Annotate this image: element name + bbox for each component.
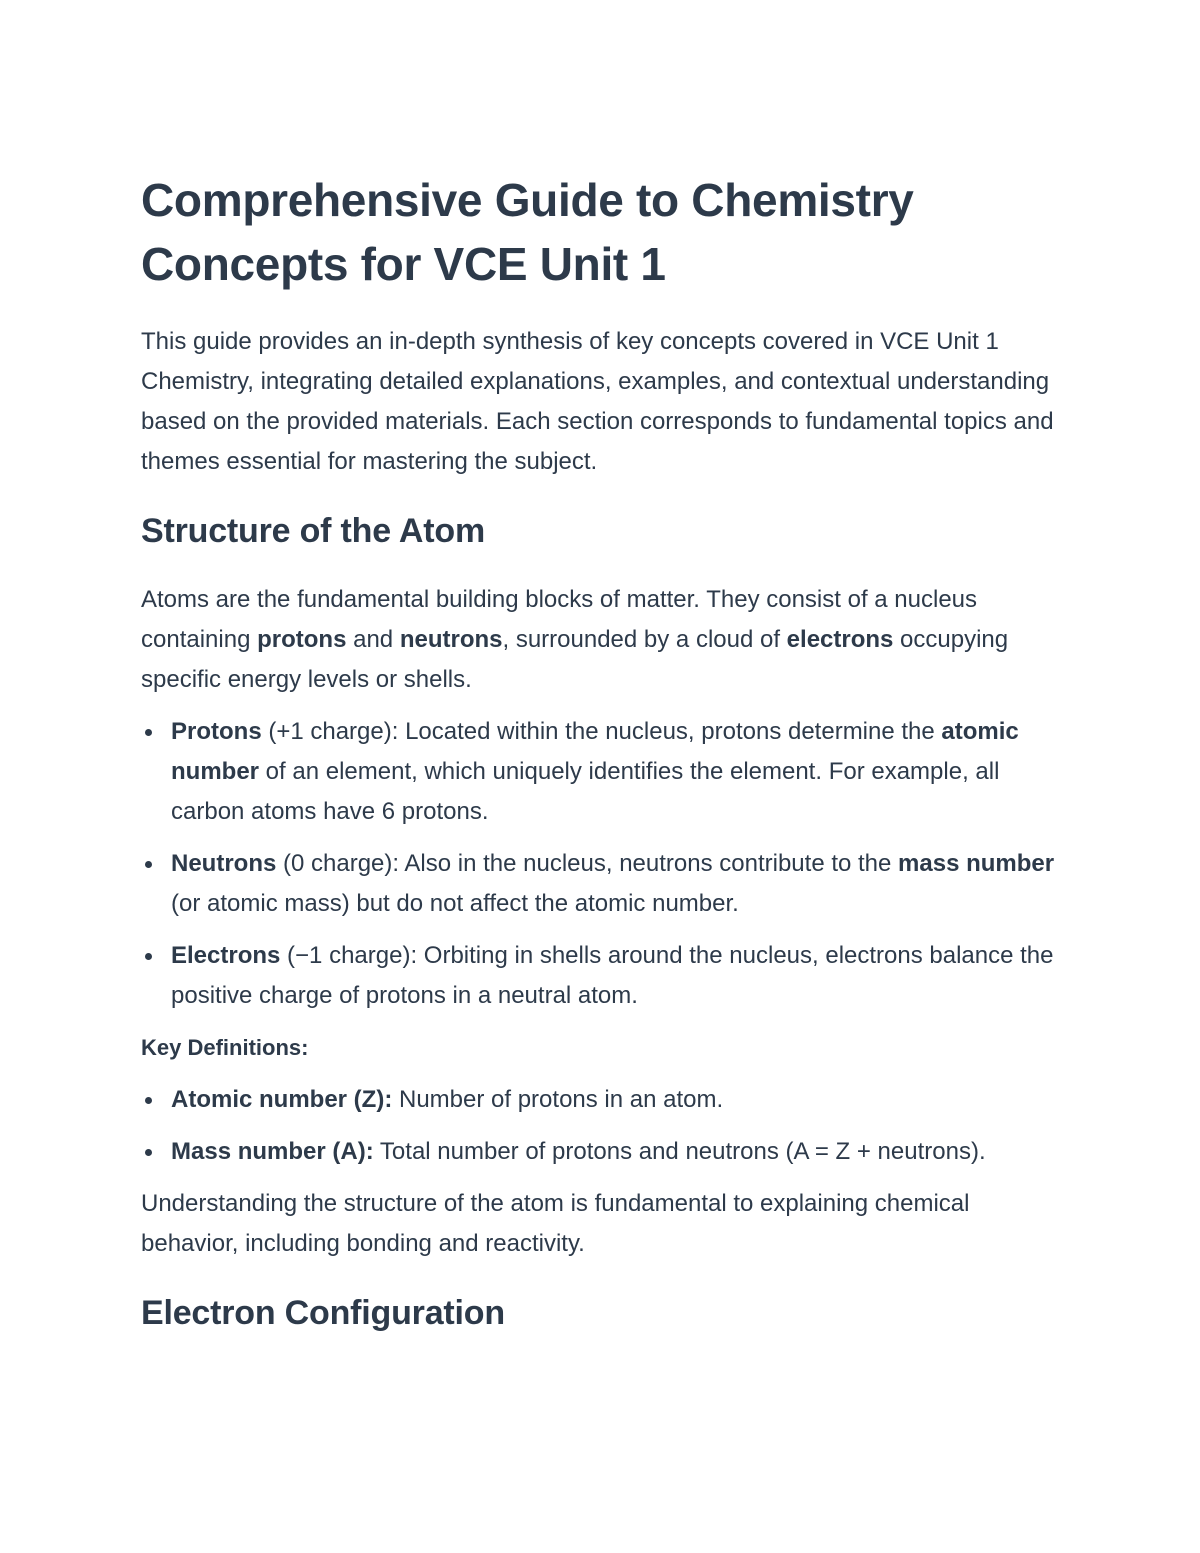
definition-text: Number of protons in an atom. [392,1086,724,1113]
particle-charge: (−1 charge): Orbiting in shells around the nucleus, electrons balance the positive charge of protons in a neutral atom. [171,942,1054,1009]
section-heading-atom: Structure of the Atom [141,512,485,550]
list-item-mass-number [141,1132,1061,1172]
atom-intro-paragraph [141,580,1061,700]
definition-term: Mass number (A): [171,1138,374,1165]
particle-term: atomic number [171,718,1019,785]
document-page [141,168,1061,1334]
particle-name: Protons [171,718,262,745]
page-title: Comprehensive Guide to Chemistry Concepts for VCE Unit 1 [141,174,914,290]
definitions-list [141,1080,1061,1172]
definition-text: Total number of protons and neutrons (A = Z + neutrons). [373,1138,986,1165]
particle-name: Electrons [171,942,281,969]
key-definitions-label: Key Definitions: [141,1035,309,1060]
particle-name: Neutrons [171,850,277,877]
particle-term: mass number [898,850,1055,877]
term-protons: protons [257,626,347,653]
particle-charge: (0 charge): Also in the nucleus, neutrons contribute to the [276,850,899,877]
particle-description: (or atomic mass) but do not affect the atomic number. [171,890,739,917]
list-item-atomic-number [141,1080,1061,1120]
section-heading-electron-configuration: Electron Configuration [141,1294,505,1332]
text-run: , surrounded by a cloud of [502,626,787,653]
text-run: and [346,626,400,653]
particle-list [141,712,1061,1016]
list-item-protons [141,712,1061,832]
text-run: occupying specific energy levels or shells. [141,626,1009,693]
term-neutrons: neutrons [399,626,503,653]
definition-term: Atomic number (Z): [171,1086,393,1113]
list-item-electrons [141,936,1061,1016]
term-electrons: electrons [786,626,894,653]
particle-description: of an element, which uniquely identifies the element. For example, all carbon atoms have 6 protons. [171,758,1000,825]
atom-summary-paragraph: Understanding the structure of the atom is fundamental to explaining chemical behavior, including bonding and reactivity. [141,1190,970,1257]
intro-paragraph: This guide provides an in-depth synthesis of key concepts covered in VCE Unit 1 Chemistry, integrating detailed explanations, examples, and contextual understanding based on the provided materials. Each section corresponds to fundamental topics and themes essential for mastering the subject. [141,328,1054,475]
text-run: Atoms are the fundamental building blocks of matter. They consist of a nucleus containing [141,586,978,653]
particle-charge: (+1 charge): Located within the nucleus, protons determine the [261,718,942,745]
list-item-neutrons [141,844,1061,924]
